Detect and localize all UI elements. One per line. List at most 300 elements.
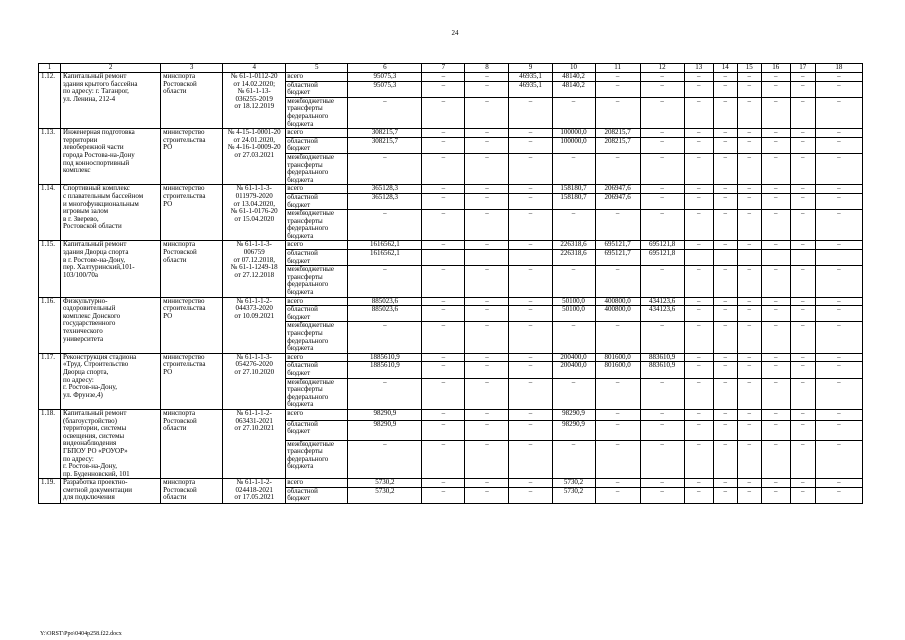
funding-source-line: трансферты xyxy=(287,329,323,337)
amount-cell: – xyxy=(684,81,713,97)
table-row xyxy=(39,241,863,250)
expertise-document-line: № 61-1-1-3- xyxy=(236,184,272,193)
expertise-document-line: от 18.12.2019 xyxy=(234,102,275,111)
amount-cell: – xyxy=(790,129,815,138)
amount-cell: – xyxy=(422,378,465,409)
amount-cell: – xyxy=(465,266,509,297)
table-row xyxy=(39,73,863,82)
amount-cell: – xyxy=(640,73,684,82)
amount-cell: – xyxy=(761,185,790,194)
object-name-line: 103/100/70а xyxy=(63,270,99,279)
object-name-line: комплекс Донского xyxy=(63,311,121,320)
amount-cell: – xyxy=(815,210,862,241)
amount-cell: 98290,9 xyxy=(552,420,595,440)
column-number: 10 xyxy=(552,64,595,73)
expertise-document xyxy=(223,241,286,297)
amount-cell: – xyxy=(684,129,713,138)
amount-cell: – xyxy=(422,266,465,297)
amount-cell: – xyxy=(761,193,790,209)
object-name-line: здания крытого бассейна xyxy=(63,79,138,88)
object-name-line: комплекс xyxy=(63,166,91,175)
amount-cell: 308215,7 xyxy=(348,137,422,153)
amount-cell: – xyxy=(737,420,761,440)
amount-cell: – xyxy=(713,129,737,138)
amount-cell: 206947,6 xyxy=(595,185,640,194)
amount-cell: – xyxy=(737,440,761,479)
funding-source-line: всего xyxy=(287,128,304,137)
object-name-line: государственного xyxy=(63,319,116,328)
amount-cell: – xyxy=(509,266,552,297)
column-number: 9 xyxy=(509,64,552,73)
amount-cell: – xyxy=(509,353,552,362)
funding-source xyxy=(286,81,348,97)
funding-source-line: трансферты xyxy=(287,216,323,225)
amount-cell xyxy=(509,250,552,266)
responsible-org-line: министерство xyxy=(163,128,205,137)
funding-source-line: областной xyxy=(287,137,318,145)
expertise-document-line: 063431-2021 xyxy=(235,416,273,425)
amount-cell xyxy=(790,250,815,266)
amount-cell xyxy=(713,250,737,266)
amount-cell: – xyxy=(737,137,761,153)
funding-source xyxy=(286,487,348,503)
funding-source-line: бюджета xyxy=(287,231,314,240)
amount-cell: – xyxy=(815,153,862,184)
funding-source-line: межбюджетные xyxy=(287,321,334,330)
expertise-document-line: № 61-1-1-2- xyxy=(236,297,272,305)
object-name-line: оздоровительный xyxy=(63,304,116,313)
object-name-line: видеонаблюдения xyxy=(63,439,117,448)
amount-cell: – xyxy=(790,137,815,153)
amount-cell: – xyxy=(552,153,595,184)
amount-cell: – xyxy=(422,129,465,138)
amount-cell: – xyxy=(815,73,862,82)
object-name-line: по адресу: г. Таганрог, xyxy=(63,87,129,96)
expertise-document-line: 006759 xyxy=(243,248,265,257)
funding-source xyxy=(286,185,348,194)
column-number: 5 xyxy=(286,64,348,73)
object-name-line: пр. Буденновский, 101 xyxy=(63,469,130,478)
amount-cell: – xyxy=(509,241,552,250)
expertise-document-line: от 17.05.2021 xyxy=(234,493,275,502)
amount-cell: – xyxy=(790,479,815,488)
amount-cell: – xyxy=(509,193,552,209)
amount-cell: – xyxy=(737,129,761,138)
column-number: 8 xyxy=(465,64,509,73)
amount-cell: – xyxy=(509,129,552,138)
amount-cell: 801600,0 xyxy=(595,353,640,362)
amount-cell: 206947,6 xyxy=(595,193,640,209)
amount-cell: – xyxy=(761,73,790,82)
amount-cell: – xyxy=(684,297,713,306)
amount-cell: – xyxy=(815,97,862,128)
amount-cell: – xyxy=(348,97,422,128)
amount-cell: – xyxy=(509,487,552,503)
amount-cell: – xyxy=(815,440,862,479)
amount-cell: – xyxy=(509,97,552,128)
amount-cell: – xyxy=(713,322,737,353)
funding-source-line: межбюджетные xyxy=(287,153,334,161)
object-name-line: по адресу: xyxy=(63,454,94,463)
amount-cell: – xyxy=(684,378,713,409)
amount-cell: – xyxy=(465,129,509,138)
amount-cell: – xyxy=(552,210,595,241)
amount-cell: – xyxy=(640,409,684,420)
amount-cell: – xyxy=(790,409,815,420)
amount-cell: 48140,2 xyxy=(552,73,595,82)
expertise-document-line: от 13.04.2020, xyxy=(233,199,275,208)
funding-source xyxy=(286,479,348,488)
responsible-org xyxy=(161,409,223,478)
column-number: 14 xyxy=(713,64,737,73)
funding-source xyxy=(286,440,348,479)
amount-cell: – xyxy=(713,97,737,128)
responsible-org xyxy=(161,479,223,504)
amount-cell: – xyxy=(713,266,737,297)
column-number: 16 xyxy=(761,64,790,73)
amount-cell: – xyxy=(761,487,790,503)
funding-source-line: федерального xyxy=(287,454,329,463)
amount-cell: – xyxy=(713,153,737,184)
financing-table xyxy=(38,63,863,504)
funding-source-line: бюджет xyxy=(287,427,311,436)
expertise-document xyxy=(223,297,286,353)
funding-source-line: областной xyxy=(287,361,318,370)
amount-cell: – xyxy=(790,97,815,128)
object-name xyxy=(61,73,161,129)
responsible-org-line: области xyxy=(163,424,187,433)
amount-cell xyxy=(465,250,509,266)
amount-cell: – xyxy=(815,487,862,503)
funding-source-line: областной xyxy=(287,193,318,201)
amount-cell: – xyxy=(713,210,737,241)
responsible-org xyxy=(161,185,223,241)
object-name-line: технического xyxy=(63,327,103,335)
expertise-document-line: № 61-1-1249-18 xyxy=(230,263,278,272)
funding-source-line: трансферты xyxy=(287,160,323,169)
amount-cell: – xyxy=(713,487,737,503)
amount-cell: 158180,7 xyxy=(552,193,595,209)
column-number: 15 xyxy=(737,64,761,73)
expertise-document-line: от 24.01.2020, xyxy=(233,135,275,144)
funding-source xyxy=(286,409,348,420)
responsible-org-line: министерство xyxy=(163,297,205,305)
funding-source-line: всего xyxy=(287,72,304,80)
amount-cell: – xyxy=(684,353,713,362)
amount-cell: – xyxy=(790,266,815,297)
amount-cell: 98290,9 xyxy=(348,420,422,440)
column-number: 13 xyxy=(684,64,713,73)
funding-source-line: межбюджетные xyxy=(287,378,334,386)
object-name-line: в г. Ростове-на-Дону, xyxy=(63,255,126,264)
amount-cell: – xyxy=(737,479,761,488)
amount-cell: – xyxy=(790,306,815,322)
amount-cell: – xyxy=(465,193,509,209)
amount-cell: – xyxy=(422,353,465,362)
amount-cell: – xyxy=(815,322,862,353)
amount-cell: – xyxy=(640,193,684,209)
object-name-line: (благоустройство) xyxy=(63,416,118,425)
object-name-line: и многофункциональным xyxy=(63,199,139,208)
amount-cell: – xyxy=(684,73,713,82)
amount-cell: – xyxy=(640,210,684,241)
expertise-document-line: от 27.03.2021 xyxy=(234,150,275,159)
amount-cell: – xyxy=(737,378,761,409)
funding-source-line: областной xyxy=(287,487,318,495)
amount-cell: – xyxy=(737,409,761,420)
amount-cell: – xyxy=(422,193,465,209)
amount-cell: – xyxy=(348,322,422,353)
responsible-org-line: Ростовской xyxy=(163,485,197,494)
funding-source xyxy=(286,266,348,297)
expertise-document-line: № 61-1-0112-20 xyxy=(230,72,278,80)
amount-cell: – xyxy=(509,306,552,322)
responsible-org-line: области xyxy=(163,87,187,96)
amount-cell: – xyxy=(684,440,713,479)
amount-cell: – xyxy=(640,81,684,97)
funding-source-line: бюджет xyxy=(287,144,311,153)
amount-cell: 200400,0 xyxy=(552,362,595,378)
amount-cell: – xyxy=(348,378,422,409)
funding-source-line: бюджета xyxy=(287,344,314,353)
amount-cell: – xyxy=(552,97,595,128)
amount-cell: – xyxy=(509,297,552,306)
amount-cell: – xyxy=(737,73,761,82)
amount-cell: 5730,2 xyxy=(552,487,595,503)
funding-source-line: бюджета xyxy=(287,400,314,409)
object-name-line: Капитальный ремонт xyxy=(63,409,127,417)
amount-cell: 208215,7 xyxy=(595,137,640,153)
amount-cell: – xyxy=(465,153,509,184)
funding-source xyxy=(286,322,348,353)
amount-cell: – xyxy=(713,479,737,488)
column-number: 18 xyxy=(815,64,862,73)
amount-cell: – xyxy=(713,241,737,250)
object-name-line: пер. Халтуринский,101- xyxy=(63,263,135,272)
expertise-document-line: от 27.10.2020 xyxy=(234,367,275,376)
funding-source-line: всего xyxy=(287,478,304,487)
amount-cell: – xyxy=(422,297,465,306)
amount-cell: – xyxy=(790,81,815,97)
amount-cell: 1616562,1 xyxy=(348,241,422,250)
amount-cell: – xyxy=(713,353,737,362)
amount-cell: – xyxy=(737,297,761,306)
amount-cell: – xyxy=(684,153,713,184)
amount-cell: – xyxy=(640,479,684,488)
amount-cell: – xyxy=(509,378,552,409)
expertise-document-line: № 61-1-1-3- xyxy=(236,353,272,361)
amount-cell: – xyxy=(422,306,465,322)
amount-cell: – xyxy=(761,241,790,250)
funding-source xyxy=(286,241,348,250)
expertise-document-line: от 10.09.2021 xyxy=(234,311,275,320)
amount-cell: – xyxy=(552,440,595,479)
amount-cell: 208215,7 xyxy=(595,129,640,138)
object-name-line: ул. Ленина, 212-4 xyxy=(63,94,116,103)
amount-cell: – xyxy=(465,409,509,420)
funding-source-line: всего xyxy=(287,409,304,417)
expertise-document xyxy=(223,129,286,185)
column-number: 17 xyxy=(790,64,815,73)
funding-source xyxy=(286,137,348,153)
amount-cell: – xyxy=(640,97,684,128)
responsible-org-line: Ростовской xyxy=(163,416,197,425)
amount-cell: – xyxy=(737,97,761,128)
funding-source xyxy=(286,297,348,306)
funding-source-line: всего xyxy=(287,297,304,305)
amount-cell: – xyxy=(737,81,761,97)
amount-cell: – xyxy=(737,353,761,362)
amount-cell: – xyxy=(761,353,790,362)
object-name-line: г. Ростов-на-Дону, xyxy=(63,462,117,471)
amount-cell: – xyxy=(761,306,790,322)
expertise-document-line: № 61-1-0176-20 xyxy=(230,207,278,216)
amount-cell: 98290,9 xyxy=(552,409,595,420)
funding-source-line: всего xyxy=(287,240,304,249)
funding-source xyxy=(286,193,348,209)
amount-cell: 1885610,9 xyxy=(348,353,422,362)
amount-cell: – xyxy=(815,409,862,420)
amount-cell: – xyxy=(737,241,761,250)
amount-cell: – xyxy=(552,378,595,409)
responsible-org-line: строительства xyxy=(163,191,206,200)
amount-cell: – xyxy=(761,479,790,488)
funding-source-line: всего xyxy=(287,184,304,193)
amount-cell: – xyxy=(509,362,552,378)
amount-cell: – xyxy=(465,420,509,440)
expertise-document-line: № 61-1-1-2- xyxy=(236,478,272,487)
responsible-org-line: министерство xyxy=(163,184,205,193)
object-name-line: левобережной части xyxy=(63,143,124,152)
amount-cell: – xyxy=(640,266,684,297)
amount-cell: – xyxy=(595,479,640,488)
funding-source-line: бюджет xyxy=(287,494,311,503)
amount-cell: 1885610,9 xyxy=(348,362,422,378)
amount-cell: – xyxy=(790,153,815,184)
amount-cell: – xyxy=(552,266,595,297)
amount-cell: 400800,0 xyxy=(595,306,640,322)
amount-cell: – xyxy=(737,153,761,184)
amount-cell: – xyxy=(761,137,790,153)
responsible-org-line: Ростовской xyxy=(163,79,197,88)
amount-cell: – xyxy=(815,81,862,97)
amount-cell: – xyxy=(761,153,790,184)
amount-cell: – xyxy=(790,440,815,479)
amount-cell: – xyxy=(761,378,790,409)
footer-file-path: Y:\ORST\Ppo\0404p258.f22.docx xyxy=(40,631,122,637)
funding-source xyxy=(286,353,348,362)
expertise-document xyxy=(223,73,286,129)
amount-cell: 48140,2 xyxy=(552,81,595,97)
amount-cell: – xyxy=(790,322,815,353)
amount-cell: – xyxy=(761,129,790,138)
amount-cell: – xyxy=(761,210,790,241)
amount-cell xyxy=(815,250,862,266)
amount-cell: – xyxy=(713,306,737,322)
amount-cell: – xyxy=(713,137,737,153)
amount-cell: – xyxy=(465,353,509,362)
amount-cell: 365128,3 xyxy=(348,185,422,194)
responsible-org-line: области xyxy=(163,255,187,264)
funding-source-line: бюджета xyxy=(287,288,314,297)
amount-cell: – xyxy=(790,378,815,409)
amount-cell: – xyxy=(684,409,713,420)
amount-cell: – xyxy=(684,266,713,297)
amount-cell: – xyxy=(422,322,465,353)
amount-cell: – xyxy=(713,362,737,378)
amount-cell: – xyxy=(684,241,713,250)
expertise-document xyxy=(223,185,286,241)
responsible-org-line: минспорта xyxy=(163,478,196,487)
amount-cell: – xyxy=(713,378,737,409)
amount-cell: – xyxy=(684,137,713,153)
amount-cell: – xyxy=(465,210,509,241)
amount-cell xyxy=(761,250,790,266)
funding-source xyxy=(286,210,348,241)
amount-cell: – xyxy=(790,185,815,194)
funding-source xyxy=(286,97,348,128)
amount-cell: – xyxy=(422,137,465,153)
amount-cell: 95075,3 xyxy=(348,73,422,82)
column-number: 2 xyxy=(61,64,161,73)
amount-cell: – xyxy=(465,81,509,97)
column-number: 3 xyxy=(161,64,223,73)
amount-cell: 158180,7 xyxy=(552,185,595,194)
amount-cell: – xyxy=(737,193,761,209)
amount-cell: – xyxy=(348,153,422,184)
funding-source xyxy=(286,129,348,138)
funding-source-line: областной xyxy=(287,420,318,428)
amount-cell: – xyxy=(422,420,465,440)
amount-cell: – xyxy=(640,487,684,503)
amount-cell: 46935,1 xyxy=(509,81,552,97)
responsible-org xyxy=(161,241,223,297)
table-row xyxy=(39,353,863,362)
amount-cell: – xyxy=(815,241,862,250)
column-number: 12 xyxy=(640,64,684,73)
funding-source-line: федерального xyxy=(287,224,329,233)
amount-cell: – xyxy=(595,378,640,409)
amount-cell xyxy=(737,250,761,266)
funding-source-line: бюджет xyxy=(287,256,311,265)
object-name-line: для подключения xyxy=(63,493,115,502)
amount-cell: – xyxy=(640,440,684,479)
amount-cell: – xyxy=(713,297,737,306)
funding-source-line: федерального xyxy=(287,336,329,345)
amount-cell: 695121,7 xyxy=(595,250,640,266)
amount-cell: 695121,8 xyxy=(640,250,684,266)
amount-cell: – xyxy=(640,322,684,353)
amount-cell: 46935,1 xyxy=(509,73,552,82)
responsible-org-line: минспорта xyxy=(163,72,196,80)
amount-cell: – xyxy=(422,479,465,488)
object-name-line: по адресу: xyxy=(63,375,94,384)
table-row xyxy=(39,129,863,138)
column-number-row xyxy=(39,64,863,73)
amount-cell: – xyxy=(465,97,509,128)
table-row xyxy=(39,409,863,420)
responsible-org-line: строительства xyxy=(163,360,206,369)
funding-source xyxy=(286,250,348,266)
expertise-document-line: от 15.04.2020 xyxy=(234,214,275,223)
expertise-document-line: № 4-15-1-0001-20 xyxy=(227,128,281,137)
amount-cell: – xyxy=(422,409,465,420)
amount-cell: – xyxy=(761,81,790,97)
column-number: 7 xyxy=(422,64,465,73)
funding-source-line: трансферты xyxy=(287,272,323,281)
amount-cell: 801600,0 xyxy=(595,362,640,378)
funding-source-line: федерального xyxy=(287,280,329,289)
